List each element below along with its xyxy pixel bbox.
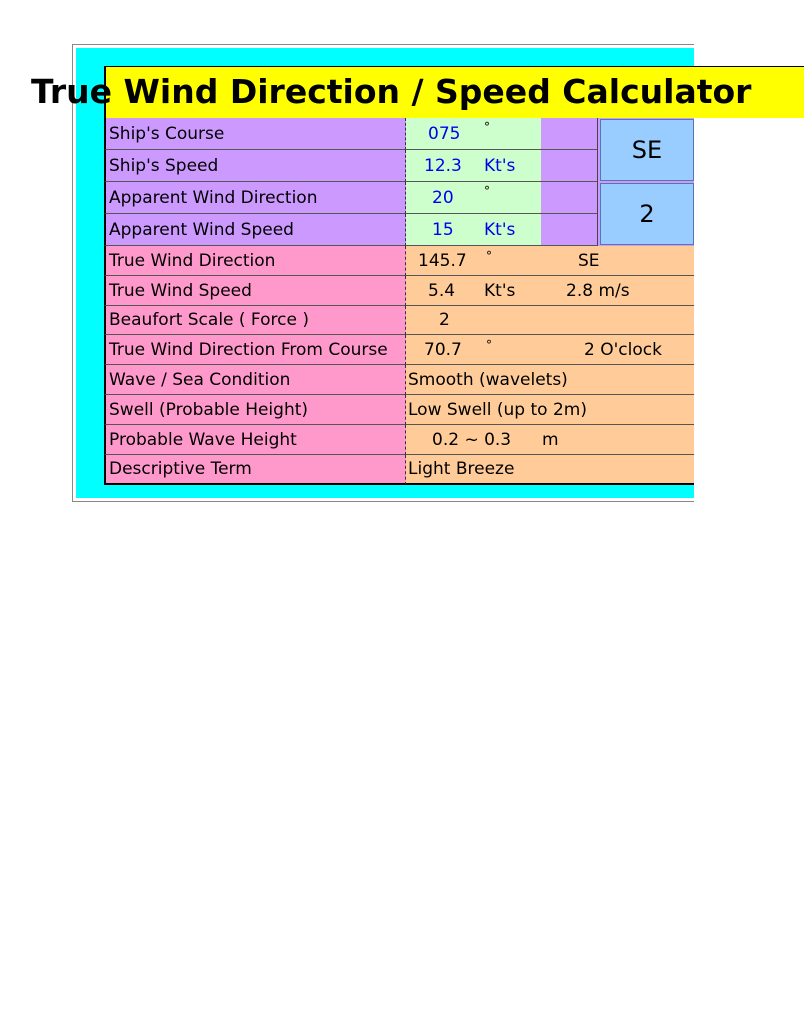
result-extra: 2 O'clock [584,339,662,360]
result-sea-condition [406,365,694,395]
result-value: Smooth (wavelets) [408,369,568,390]
speed-unit: Kt's [484,219,516,240]
result-label-descriptive: Descriptive Term [104,455,406,485]
force-box: 2 [600,183,694,245]
result-swell [406,395,694,425]
result-extra: 2.8 m/s [566,280,630,301]
result-value: Low Swell (up to 2m) [408,399,587,420]
page-title: True Wind Direction / Speed Calculator [31,72,752,111]
input-spacer [541,214,598,246]
speed-unit: Kt's [484,155,516,176]
input-value-ships-course[interactable]: 075 [428,123,461,144]
input-spacer [541,118,598,150]
result-wave-height [406,425,694,455]
degree-unit: ° [486,249,492,263]
input-label-apparent-wind-speed: Apparent Wind Speed [104,214,406,246]
input-value-ships-speed[interactable]: 12.3 [424,155,462,176]
result-true-wind-speed [406,276,694,306]
input-label-ships-speed: Ship's Speed [104,150,406,182]
result-label-sea-condition: Wave / Sea Condition [104,365,406,395]
speed-unit: Kt's [484,280,516,301]
result-label-from-course: True Wind Direction From Course [104,335,406,365]
height-unit: m [542,429,559,450]
input-value-apparent-wind-direction[interactable]: 20 [432,187,454,208]
input-spacer [541,182,598,214]
result-extra: SE [578,250,600,271]
result-from-course [406,335,694,365]
result-true-wind-direction [406,246,694,276]
result-value: 5.4 [428,280,456,301]
input-cell-ships-course[interactable] [406,118,541,150]
input-cell-apparent-wind-speed[interactable] [406,214,541,246]
input-value-apparent-wind-speed[interactable]: 15 [432,219,454,240]
title-bar [31,66,804,118]
result-descriptive [406,455,694,485]
degree-unit: ° [484,120,490,134]
result-value: Light Breeze [408,459,515,479]
result-value: 2 [439,310,450,330]
result-label-true-wind-speed: True Wind Speed [104,276,406,306]
input-label-ships-course: Ship's Course [104,118,406,150]
input-spacer [541,150,598,182]
result-label-beaufort: Beaufort Scale ( Force ) [104,306,406,335]
input-cell-apparent-wind-direction[interactable] [406,182,541,214]
input-label-apparent-wind-direction: Apparent Wind Direction [104,182,406,214]
calculator-sheet [31,66,752,486]
input-cell-ships-speed[interactable] [406,150,541,182]
result-label-wave-height: Probable Wave Height [104,425,406,455]
degree-unit: ° [484,184,490,198]
result-label-swell: Swell (Probable Height) [104,395,406,425]
result-beaufort [406,306,694,335]
result-value: 0.2 ~ 0.3 [432,429,512,450]
result-value: 70.7 [424,339,462,360]
result-value: 145.7 [418,250,467,271]
direction-box: SE [600,119,694,181]
result-label-true-wind-direction: True Wind Direction [104,246,406,276]
degree-unit: ° [486,338,492,352]
